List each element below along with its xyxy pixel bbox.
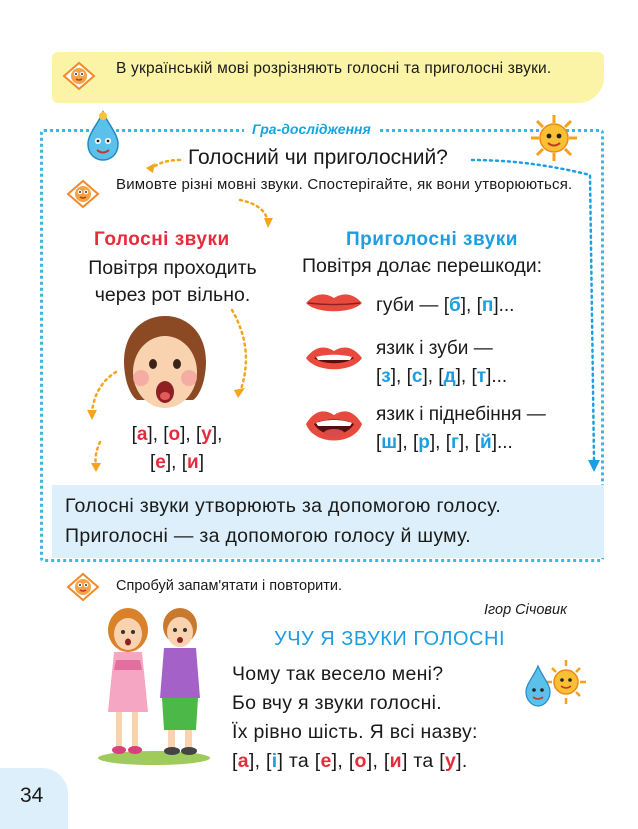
poem-conjunction: та <box>288 750 310 772</box>
poem-vowel: а <box>237 750 249 772</box>
vowel-y: и <box>187 452 199 473</box>
poem-title: УЧУ Я ЗВУКИ ГОЛОСНІ <box>274 628 506 650</box>
consonant-row-label: язик і зуби — <box>376 338 493 359</box>
consonant-sound: б <box>448 295 461 316</box>
vowel-sounds: [а], [о], [у], [е], [и] <box>131 424 223 473</box>
vowel-u: у <box>201 424 212 445</box>
research-question: Голосний чи приголосний? <box>188 146 448 169</box>
rule-line-1: Голосні звуки утворюють за допомогою голосу. <box>65 495 502 517</box>
consonants-description: Повітря долає перешкоди: <box>302 255 543 277</box>
vowels-heading: Голосні звуки <box>94 229 230 250</box>
vowel-e: е <box>155 452 166 473</box>
consonant-sound: т <box>476 366 487 387</box>
poem-vowel: е <box>320 750 332 772</box>
poem-vowel: у <box>444 750 457 772</box>
consonant-row-palate: язик і піднебіння — [ш], [р], [г], [й]... <box>376 401 546 457</box>
consonant-sound: п <box>481 295 494 316</box>
consonant-sound: с <box>411 366 423 387</box>
task-text: Спробуй запам'ятати і повторити. <box>116 578 343 594</box>
poem-vowel: і <box>271 750 278 772</box>
consonants-heading: Приголосні звуки <box>346 229 518 250</box>
poem-vowel: и <box>389 750 402 772</box>
consonant-sound: ш <box>381 432 398 453</box>
consonant-sound: г <box>450 432 459 453</box>
info-text: В українській мові розрізняють голосні та приголосні звуки. <box>116 60 552 77</box>
owl-icon <box>66 571 100 601</box>
poem-conjunction: та <box>413 750 434 772</box>
consonant-row-label: язик і піднебіння — <box>376 404 546 425</box>
rule-text <box>65 491 589 551</box>
poem-line-1: Чому так весело мені? <box>232 663 444 685</box>
research-instruction: Вимовте різні мовні звуки. Спостерігайте, як вони утворюються. <box>116 176 573 193</box>
research-title: Гра-дослідження <box>244 121 379 137</box>
rule-line-2: Приголосні — за допомогою голосу й шуму. <box>65 525 471 547</box>
poem-author: Ігор Січовик <box>484 602 567 618</box>
teeth-lips-illustration <box>304 343 364 375</box>
poem-line-3: Їх рівно шість. Я всі назву: <box>232 721 478 743</box>
open-lips-illustration <box>304 406 364 448</box>
closed-lips-illustration <box>304 290 364 316</box>
consonant-row-lips: губи — [б], [п]... <box>376 295 515 316</box>
vowels-description <box>70 255 275 309</box>
drop-and-sun-icon <box>520 656 588 712</box>
consonant-sound: з <box>381 366 391 387</box>
poem-line-4: [а], [і] та [е], [о], [и] та [у]. <box>232 750 468 772</box>
consonant-row-label: губи — <box>376 295 439 316</box>
consonant-sound: д <box>443 366 456 387</box>
girl-face-illustration <box>117 312 213 418</box>
vowel-o: о <box>168 424 181 445</box>
poem-text <box>232 660 478 776</box>
children-illustration <box>92 600 218 766</box>
consonant-sound: р <box>418 432 430 453</box>
vowel-a: а <box>136 424 148 445</box>
consonant-row-teeth: язик і зуби — [з], [с], [д], [т]... <box>376 335 507 391</box>
owl-icon <box>66 178 100 208</box>
vowels-line-1: Повітря проходить <box>88 257 257 279</box>
page-number: 34 <box>20 784 44 807</box>
poem-vowel: о <box>354 750 367 772</box>
vowels-line-2: через рот вільно. <box>94 284 251 306</box>
poem-line-2: Бо вчу я звуки голосні. <box>232 692 443 714</box>
consonant-sound: й <box>480 432 492 453</box>
